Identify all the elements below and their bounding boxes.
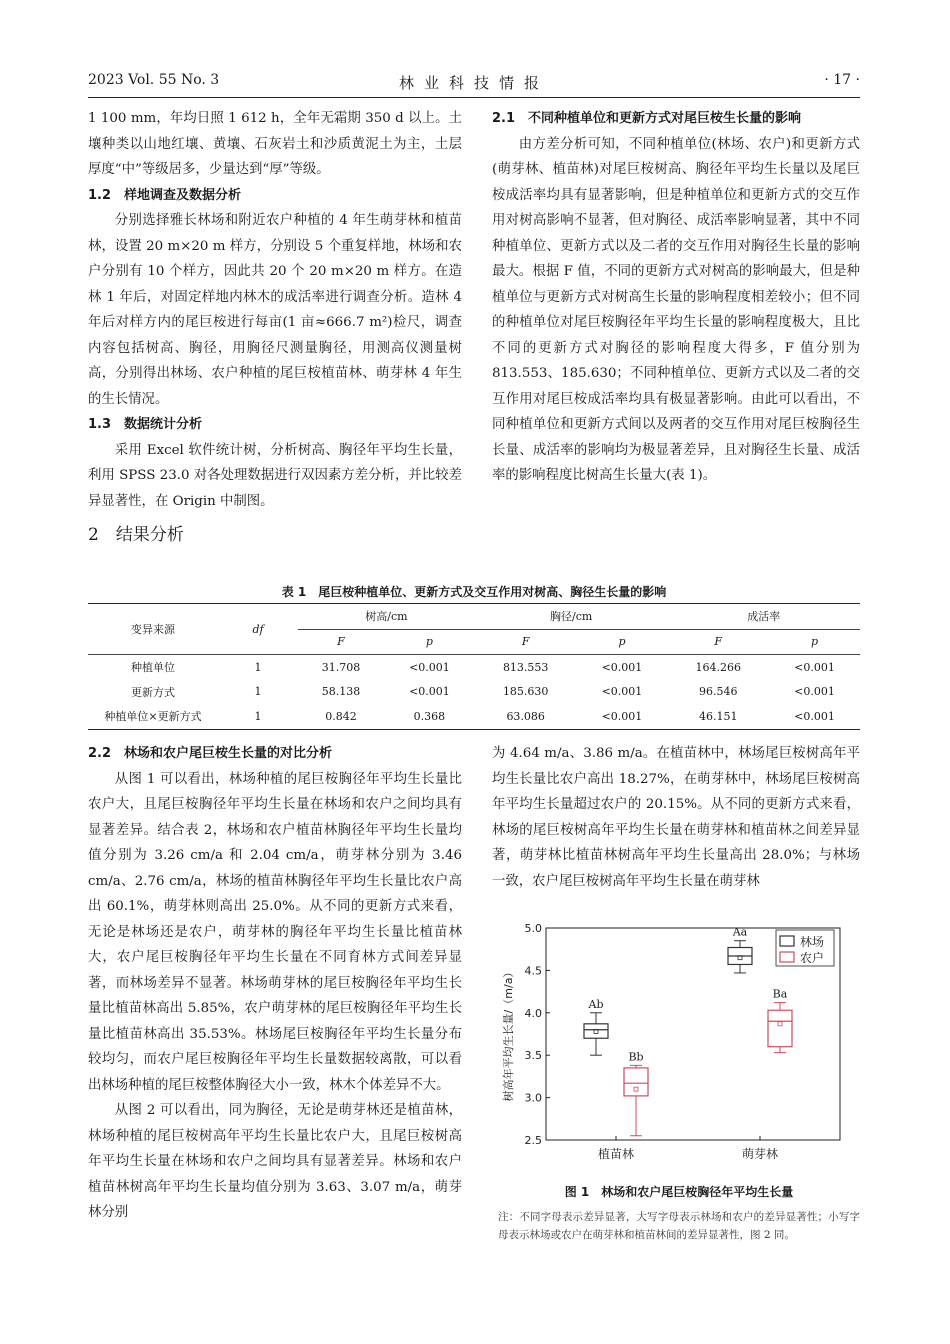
paragraph: 采用 Excel 软件统计树，分析树高、胸径年平均生长量，利用 SPSS 23.0 对各处理数据进行双因素方差分析，并比较差异显著性，在 Origin 中制图。 [88, 442, 462, 509]
cell: 185.630 [502, 685, 549, 699]
cell: 0.368 [384, 704, 475, 729]
cell: 46.151 [667, 704, 769, 729]
row-df: 1 [254, 685, 262, 699]
sub-p: p [425, 635, 433, 649]
legend-swatch [780, 952, 794, 962]
sub-p: p [618, 635, 626, 649]
row-name: 更新方式 [131, 685, 175, 699]
sub-f: F [714, 635, 723, 649]
cell: 31.708 [298, 655, 384, 680]
right-column-top [492, 106, 860, 489]
cell: 164.266 [667, 655, 769, 680]
page-number: · 17 · [824, 72, 860, 88]
sub-p: p [810, 635, 819, 649]
y-tick-label: 4.0 [524, 1006, 542, 1020]
cell: <0.001 [577, 655, 668, 680]
cell: <0.001 [769, 655, 860, 680]
cell: <0.001 [409, 685, 450, 699]
section-heading-1-2: 1.2 样地调查及数据分析 [88, 187, 242, 203]
cell: 0.842 [298, 704, 384, 729]
running-header [88, 72, 860, 94]
y-tick-label: 3.0 [524, 1091, 542, 1105]
paragraph: 为 4.64 m/a、3.86 m/a。在植苗林中，林场尾巨桉树高年平均生长量比农户高出 18.27%，在萌芽林中，林场尾巨桉树高年平均生长量超过农户的 20.15%。从不同的更新方式来看，林场的尾巨桉树高年平均生长量在萌芽林和植苗林之间差异显著，萌芽林比植苗林树高年平均生长量高出 28.0%；与林场一致，农户尾巨桉树高年平均生长量在萌芽林 [492, 746, 860, 889]
y-axis-label: 树高年平均生长量/（m/a） [502, 966, 515, 1102]
box [584, 1024, 608, 1038]
paragraph: 从图 2 可以看出，同为胸径，无论是萌芽林还是植苗林，林场种植的尾巨桉树高年平均生长量比农户大，且尾巨桉树高年平均生长量在林场和农户之间均具有显著差异。林场和农户植苗林树高年平均生长量均值分别为 3.63、3.07 m/a，萌芽林分别 [88, 1103, 462, 1220]
row-df: 1 [218, 655, 298, 680]
cell: <0.001 [769, 704, 860, 729]
table-caption: 表 1 尾巨桉种植单位、更新方式及交互作用对树高、胸径生长量的影响 [281, 585, 667, 599]
cell: 96.546 [698, 685, 738, 699]
journal-title: 林业科技情报 [398, 74, 549, 92]
header-df: df [218, 604, 298, 655]
table-row [88, 680, 860, 705]
header-height: 树高/cm [298, 604, 475, 630]
paragraph: 从图 1 可以看出，林场种植的尾巨桉胸径年平均生长量比农户大，且尾巨桉胸径年平均生长量在林场和农户之间均具有显著差异。结合表 2，林场和农户植苗林胸径年平均生长量均值分别为 3.26 cm/a 和 2.04 cm/a，萌芽林分别为 3.46 cm/a、2.76 cm/a，林场的植苗林胸径年平均生长量比农户高出 60.1%，萌芽林则高出 25.0%。从不同的更新方式来看，无论是林场还是农户，萌芽林的胸径年平均生长量比植苗林大，农户尾巨桉胸径年平均生长量在不同育林方式间差异显著，而林场差异不显著。林场萌芽林的尾巨桉胸径年平均生长量比植苗林高出 5.85%，农户萌芽林的尾巨桉胸径年平均生长量比植苗林高出 35.53%。林场尾巨桉胸径年平均生长量分布较均匀，而农户尾巨桉胸径年平均生长量数据较离散，可以看出林场种植的尾巨桉整体胸径大小一致，林木个体差异不大。 [88, 771, 462, 1093]
figure-caption: 图 1 林场和农户尾巨桉胸径年平均生长量 [564, 1185, 794, 1199]
cell: <0.001 [794, 685, 835, 699]
y-tick-label: 4.5 [524, 964, 542, 978]
header-survival: 成活率 [667, 604, 860, 630]
right-column-bottom [492, 741, 860, 894]
left-column-top [88, 106, 462, 550]
x-tick-label: 萌芽林 [741, 1147, 779, 1161]
significance-label: Ab [588, 997, 604, 1011]
cell: 58.138 [321, 685, 361, 699]
header-source: 变异来源 [88, 604, 218, 655]
section-heading-2-2: 2.2 林场和农户尾巨桉生长量的对比分析 [88, 746, 333, 761]
section-heading-2: 2 结果分析 [88, 525, 184, 545]
significance-label: Bb [628, 1050, 644, 1064]
row-name: 种植单位 [88, 655, 218, 680]
legend-swatch [780, 936, 794, 946]
figure-note: 注：不同字母表示差异显著，大写字母表示林场和农户的差异显著性；小写字母表示林场或农户在萌芽林和植苗林间的差异显著性，图 2 同。 [498, 1211, 860, 1241]
legend-label: 农户 [800, 951, 825, 965]
y-tick-label: 2.5 [524, 1134, 542, 1147]
x-tick-label: 植苗林 [597, 1147, 635, 1161]
cell: <0.001 [577, 704, 668, 729]
box [624, 1068, 648, 1096]
significance-label: Ba [772, 987, 788, 1001]
cell: <0.001 [384, 655, 475, 680]
y-tick-label: 5.0 [524, 922, 542, 935]
paragraph: 由方差分析可知，不同种植单位(林场、农户)和更新方式(萌芽林、植苗林)对尾巨桉树高、胸径年平均生长量以及尾巨桉成活率均具有显著影响，但是种植单位和更新方式的交互作用对树高影响不显著，但对胸径、成活率影响显著，其中不同种植单位、更新方式以及二者的交互作用对胸径生长量的影响最大。根据 F 值，不同的更新方式对树高的影响最大，但是种植单位与更新方式对树高生长量的影响程度相差较小；但不同的种植单位对尾巨桉胸径年平均生长量的影响程度极大，且比不同的更新方式对胸径的影响程度大得多，F 值分别为 813.553、185.630；不同种植单位、更新方式以及二者的交互作用对尾巨桉成活率均具有极显著影响。由此可以看出，不同种植单位和更新方式间以及两者的交互作用对尾巨桉胸径生长量、成活率的影响均为极显著差异，且对胸径生长量、成活率的影响程度比树高生长量大(表 1)。 [492, 136, 860, 483]
header-rule [88, 97, 860, 98]
box [768, 1010, 792, 1046]
section-heading-1-3: 1.3 数据统计分析 [88, 417, 203, 432]
sub-f: F [521, 635, 530, 649]
journal-issue: 2023 Vol. 55 No. 3 [88, 72, 220, 88]
row-df: 1 [218, 704, 298, 729]
sub-f: F [337, 635, 345, 649]
cell: 813.553 [475, 655, 577, 680]
cell: <0.001 [601, 685, 643, 699]
row-name: 种植单位×更新方式 [88, 704, 218, 729]
significance-label: Aa [732, 925, 748, 939]
header-dbh: 胸径/cm [475, 604, 668, 630]
paragraph: 分别选择雅长林场和附近农户种植的 4 年生萌芽林和植苗林，设置 20 m×20 m 样方，分别设 5 个重复样地，林场和农户分别有 10 个样方，因此共 20 个 20 m×20 m 样方。在造林 1 年后，对固定样地内林木的成活率进行调查分析。造林 4 年后对样方内的尾巨桉进行每亩(1 亩≈666.7 m²)检尺，调查内容包括树高、胸径，用胸径尺测量胸径，用测高仪测量树高，分别得出林场、农户种植的尾巨桉植苗林、萌芽林 4 年生的生长情况。 [88, 213, 462, 407]
anova-table [88, 603, 860, 730]
cell: 63.086 [475, 704, 577, 729]
table-row [88, 704, 860, 729]
box-plot-figure-1 [498, 920, 860, 1180]
left-column-bottom [88, 741, 462, 1226]
y-tick-label: 3.5 [524, 1049, 542, 1063]
section-heading-2-1: 2.1 不同种植单位和更新方式对尾巨桉生长量的影响 [492, 111, 802, 126]
paragraph: 1 100 mm，年均日照 1 612 h，全年无霜期 350 d 以上。土壤种类以山地红壤、黄壤、石灰岩土和沙质黄泥土为主，土层厚度“中”等级居多，少量达到“厚”等级。 [88, 111, 462, 177]
table-row [88, 655, 860, 680]
legend-label: 林场 [800, 935, 825, 949]
